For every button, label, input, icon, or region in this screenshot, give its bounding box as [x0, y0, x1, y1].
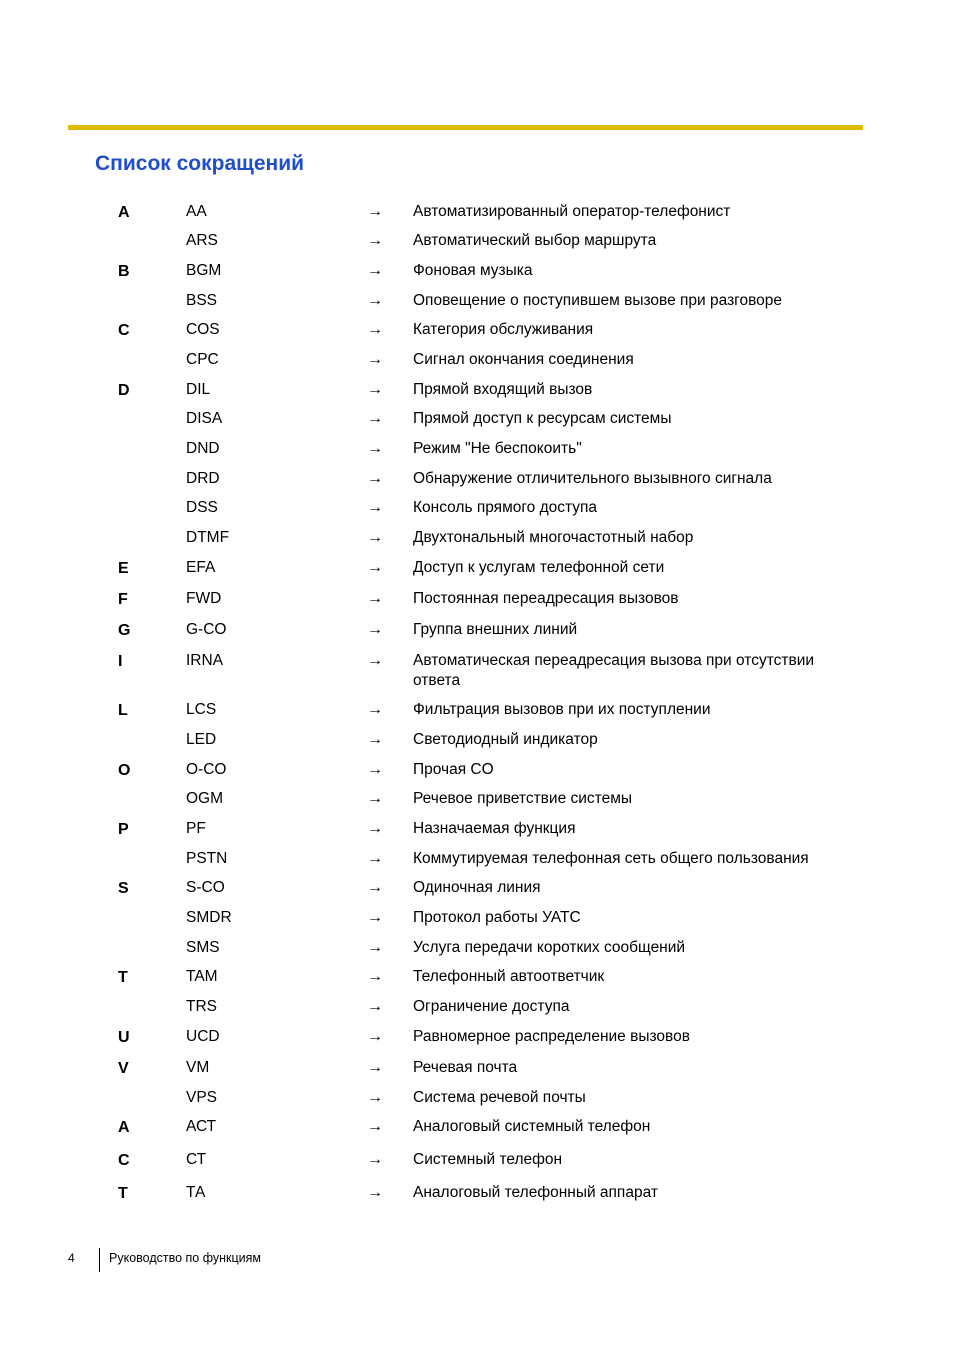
arrow-icon: → [367, 968, 383, 985]
section-letter: G [118, 622, 131, 639]
abbreviation: G-CO [186, 621, 227, 638]
abbreviation-description: Группа внешних линий [413, 621, 578, 638]
arrow-icon: → [367, 203, 383, 220]
arrow-icon: → [367, 1118, 383, 1135]
abbreviation: DTMF [186, 529, 230, 546]
arrow-icon: → [367, 381, 383, 398]
abbreviation-description: Телефонный автоответчик [413, 968, 605, 985]
abbreviation: SMS [186, 939, 220, 956]
arrow-icon: → [367, 850, 383, 867]
section-letter: С [118, 1152, 130, 1169]
abbreviation-description: Протокол работы УАТС [413, 909, 581, 926]
abbreviation: SMDR [186, 909, 232, 926]
footer-document-title: Руководство по функциям [109, 1251, 261, 1265]
section-letter: L [118, 702, 128, 719]
section-letter: А [118, 1119, 130, 1136]
abbreviation: COS [186, 321, 220, 338]
abbreviation-description: Категория обслуживания [413, 321, 594, 338]
footer-divider [99, 1248, 100, 1272]
arrow-icon: → [367, 470, 383, 487]
abbreviation-description: Консоль прямого доступа [413, 499, 598, 516]
arrow-icon: → [367, 262, 383, 279]
abbreviation-description: Светодиодный индикатор [413, 731, 598, 748]
arrow-icon: → [367, 939, 383, 956]
abbreviation-description: Прямой входящий вызов [413, 381, 593, 398]
abbreviation: PF [186, 820, 206, 837]
abbreviation-description: Речевая почта [413, 1059, 518, 1076]
abbreviation: LED [186, 731, 217, 748]
arrow-icon: → [367, 1028, 383, 1045]
abbreviation-description: Система речевой почты [413, 1089, 586, 1106]
abbreviation-description: Ограничение доступа [413, 998, 570, 1015]
section-letter: U [118, 1029, 130, 1046]
arrow-icon: → [367, 621, 383, 638]
arrow-icon: → [367, 909, 383, 926]
arrow-icon: → [367, 1184, 383, 1201]
arrow-icon: → [367, 879, 383, 896]
abbreviation: DSS [186, 499, 218, 516]
abbreviation-description: Сигнал окончания соединения [413, 351, 634, 368]
abbreviation: EFA [186, 559, 216, 576]
section-letter: T [118, 969, 128, 986]
abbreviation-description: Коммутируемая телефонная сеть общего пользования [413, 850, 809, 867]
section-letter: Т [118, 1185, 128, 1202]
abbreviation: FWD [186, 590, 222, 607]
abbreviation: ARS [186, 232, 218, 249]
section-letter: C [118, 322, 130, 339]
abbreviation: TAM [186, 968, 218, 985]
arrow-icon: → [367, 292, 383, 309]
arrow-icon: → [367, 321, 383, 338]
abbreviation-description: Одиночная линия [413, 879, 541, 896]
section-letter: P [118, 821, 129, 838]
abbreviation-description: Постоянная переадресация вызовов [413, 590, 679, 607]
abbreviation: CPC [186, 351, 219, 368]
arrow-icon: → [367, 1151, 383, 1168]
abbreviation: VM [186, 1059, 210, 1076]
abbreviation: O-CO [186, 761, 227, 778]
arrow-icon: → [367, 1059, 383, 1076]
arrow-icon: → [367, 351, 383, 368]
section-letter: S [118, 880, 129, 897]
arrow-icon: → [367, 232, 383, 249]
section-letter: O [118, 762, 131, 779]
abbreviation-description: Оповещение о поступившем вызове при разговоре [413, 292, 783, 309]
arrow-icon: → [367, 1089, 383, 1106]
abbreviation: BGM [186, 262, 222, 279]
abbreviation-description: Прочая CO [413, 761, 494, 778]
section-letter: E [118, 560, 129, 577]
arrow-icon: → [367, 790, 383, 807]
abbreviation: VPS [186, 1089, 218, 1106]
section-letter: I [118, 653, 123, 670]
abbreviation-description: Аналоговый телефонный аппарат [413, 1184, 658, 1201]
abbreviation: TRS [186, 998, 217, 1015]
abbreviation-description: Доступ к услугам телефонной сети [413, 559, 665, 576]
abbreviation: S-CO [186, 879, 225, 896]
abbreviation-description: Услуга передачи коротких сообщений [413, 939, 686, 956]
abbreviation: IRNA [186, 652, 224, 669]
abbreviation: AA [186, 203, 207, 220]
arrow-icon: → [367, 590, 383, 607]
section-letter: V [118, 1060, 129, 1077]
abbreviation: DIL [186, 381, 211, 398]
arrow-icon: → [367, 731, 383, 748]
abbreviation-description: Автоматическая переадресация вызова при отсутствии ответа [413, 652, 815, 689]
abbreviation-description: Режим "Не беспокоить" [413, 440, 582, 457]
abbreviation-description: Фоновая музыка [413, 262, 533, 279]
abbreviation: DISA [186, 410, 223, 427]
abbreviation: BSS [186, 292, 218, 309]
abbreviation: LCS [186, 701, 217, 718]
arrow-icon: → [367, 761, 383, 778]
abbreviation-description: Назначаемая функция [413, 820, 576, 837]
abbreviation: OGM [186, 790, 224, 807]
arrow-icon: → [367, 499, 383, 516]
abbreviation: DRD [186, 470, 220, 487]
abbreviation: DND [186, 440, 220, 457]
arrow-icon: → [367, 652, 383, 669]
abbreviation: ТА [186, 1184, 206, 1201]
section-letter: F [118, 591, 128, 608]
arrow-icon: → [367, 998, 383, 1015]
abbreviation: СТ [186, 1151, 207, 1168]
arrow-icon: → [367, 701, 383, 718]
arrow-icon: → [367, 529, 383, 546]
page-title: Список сокращений [95, 152, 305, 175]
abbreviation: АСТ [186, 1118, 217, 1135]
abbreviation: PSTN [186, 850, 228, 867]
arrow-icon: → [367, 410, 383, 427]
abbreviation-description: Автоматический выбор маршрута [413, 232, 657, 249]
abbreviation-description: Фильтрация вызовов при их поступлении [413, 701, 711, 718]
abbreviation-description: Обнаружение отличительного вызывного сигнала [413, 470, 772, 487]
section-letter: D [118, 382, 130, 399]
arrow-icon: → [367, 559, 383, 576]
abbreviation-description: Аналоговый системный телефон [413, 1118, 651, 1135]
section-letter: B [118, 263, 130, 280]
abbreviation-description: Равномерное распределение вызовов [413, 1028, 690, 1045]
abbreviation-description: Речевое приветствие системы [413, 790, 632, 807]
abbreviation-description: Прямой доступ к ресурсам системы [413, 410, 672, 427]
page-number: 4 [68, 1251, 75, 1265]
arrow-icon: → [367, 820, 383, 837]
abbreviation-description: Автоматизированный оператор-телефонист [413, 203, 731, 220]
abbreviation-description: Системный телефон [413, 1151, 563, 1168]
abbreviation: UCD [186, 1028, 220, 1045]
section-letter: A [118, 204, 130, 221]
abbreviation-description: Двухтональный многочастотный набор [413, 529, 694, 546]
arrow-icon: → [367, 440, 383, 457]
